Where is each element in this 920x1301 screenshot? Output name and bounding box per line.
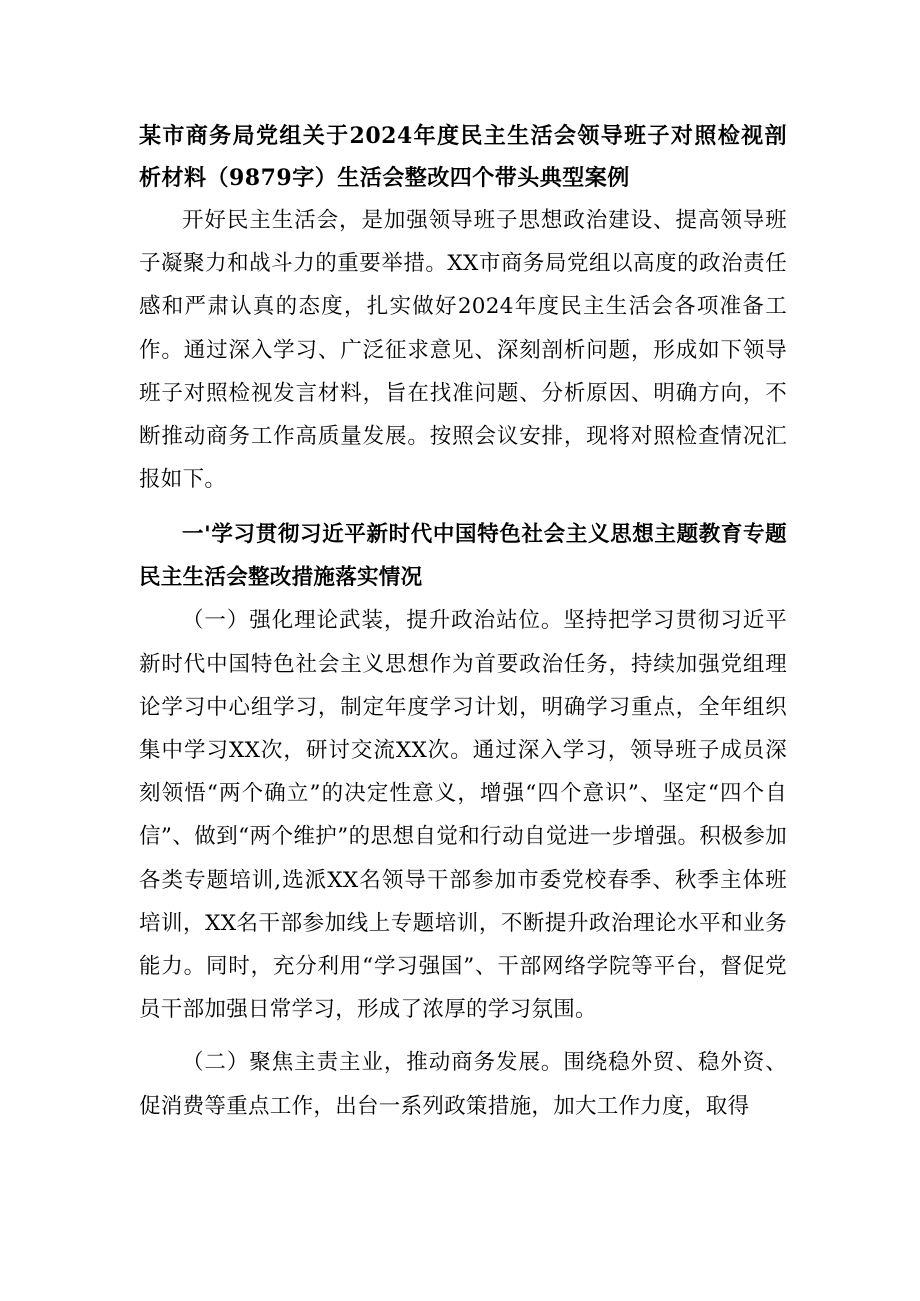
intro-paragraph: 开好民主生活会，是加强领导班子思想政治建设、提高领导班子凝聚力和战斗力的重要举措。XX市商务局党组以高度的政治责任感和严肃认真的态度，扎实做好2024年度民主生活会各项准备工作。通过深入学习、广泛征求意见、深刻剖析问题，形成如下领导班子对照检视发言材料，旨在找准问题、分析原因、明确方向，不断推动商务工作高质量发展。按照会议安排，现将对照检查情况汇报如下。 xyxy=(139,208,787,493)
section-heading-1: 一'学习贯彻习近平新时代中国特色社会主义思想主题教育专题民主生活会整改措施落实情况 xyxy=(139,522,787,591)
document-title: 某市商务局党组关于2024年度民主生活会领导班子对照检视剖析材料（9879字）生活会整改四个带头典型案例 xyxy=(139,123,787,191)
section-1-paragraph-1: （一）强化理论武装，提升政治站位。坚持把学习贯彻习近平新时代中国特色社会主义思想作为首要政治任务，持续加强党组理论学习中心组学习，制定年度学习计划，明确学习重点，全年组织集中学习XX次，研讨交流XX次。通过深入学习，领导班子成员深刻领悟“两个确立”的决定性意义，增强“四个意识”、坚定“四个自信”、做到“两个维护”的思想自觉和行动自觉进一步增强。积极参加各类专题培训,选派XX名领导干部参加市委党校春季、秋季主体班培训，XX名干部参加线上专题培训，不断提升政治理论水平和业务能力。同时，充分利用“学习强国”、干部网络学院等平台，督促党员干部加强日常学习，形成了浓厚的学习氛围。 xyxy=(139,608,787,1023)
section-1-paragraph-2: （二）聚焦主责主业，推动商务发展。围绕稳外贸、稳外资、促消费等重点工作，出台一系列政策措施，加大工作力度，取得 xyxy=(139,1050,787,1119)
document-body xyxy=(139,115,787,1128)
